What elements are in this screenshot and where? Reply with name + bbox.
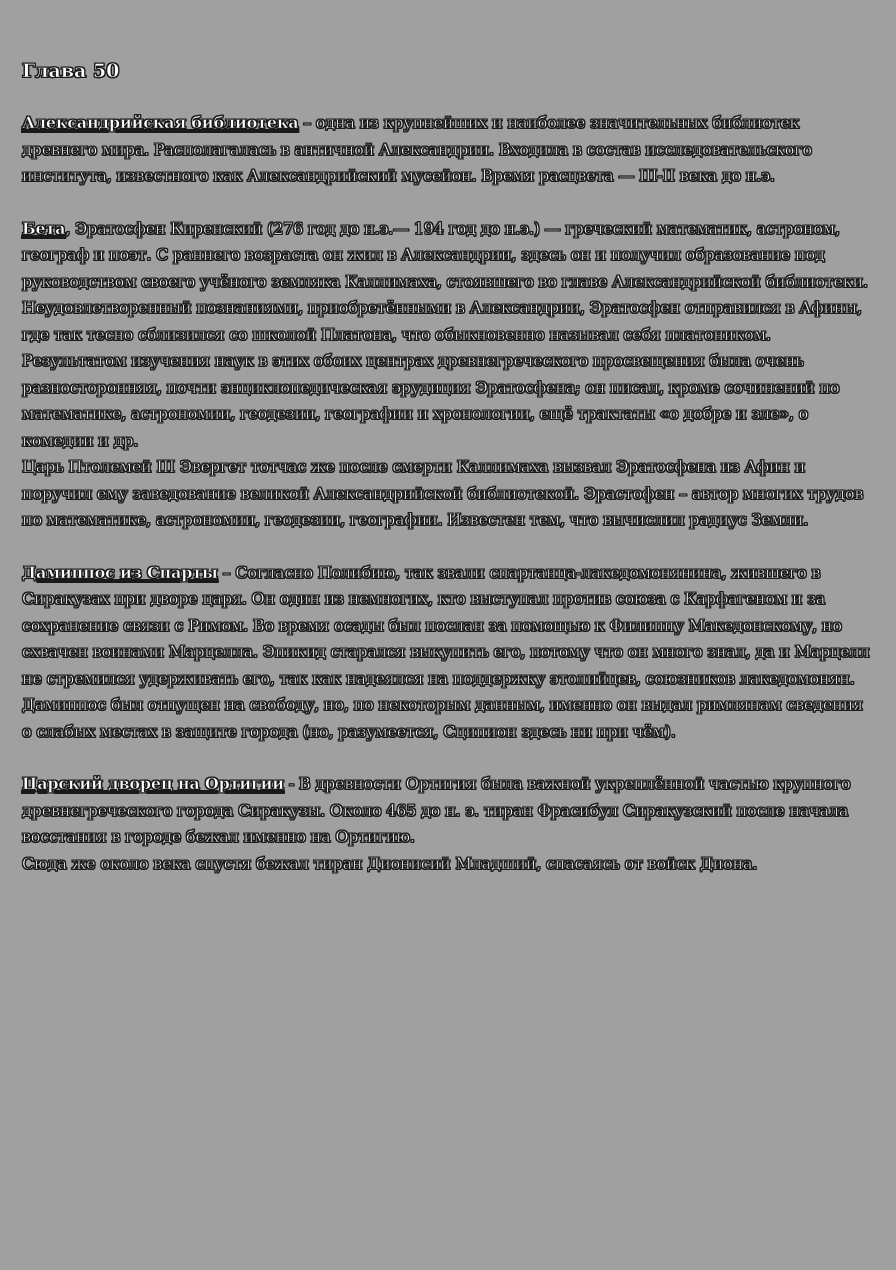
chapter-title: Глава 50 — [22, 60, 120, 82]
entry-term: Александрийская библиотека — [22, 113, 299, 132]
entry-term: Бета — [22, 218, 66, 238]
entry-paragraph: Сюда же около века спустя бежал тиран Дионисий Младший, спасаясь от войск Диона. — [22, 853, 758, 873]
entry-alexandria-library — [22, 110, 874, 190]
entry-damippos — [22, 560, 874, 746]
entry-paragraph — [22, 110, 874, 190]
entry-text: – одна из крупнейших и наиболее значительных библиотек древнего мира. Располагалась в античной Александрии. Входила в состав исследовательского института, известного как Александрийский мусейон. Время расцвета — III-II века до н.э. — [22, 113, 812, 185]
entry-paragraph: Царь Птолемей III Эвергет тотчас же после смерти Каллимаха вызвал Эратосфена из Афин и поручил ему заведование великой Александрийской библиотекой. Эрастофен – автор многих трудов по математике, астрономии, геодезии, географии. Известен тем, что вычислил радиус Земли. — [22, 457, 864, 529]
entry-paragraph — [22, 771, 874, 851]
entry-paragraph — [22, 560, 874, 746]
entry-paragraph: Неудовлетворенный познаниями, приобретёнными в Александрии, Эратосфен отправился в Афины, где так тесно сблизился со школой Платона, что обыкновенно называл себя платоником. Результатом изучения наук в этих обоих центрах древнегреческого просвещения была очень разносторонняя, почти энциклопедическая эрудиция Эратосфена; он писал, кроме сочинений по математике, астрономии, геодезии, географии и хронологии, ещё трактаты «о добре и зле», о комедии и др. — [22, 298, 862, 450]
entry-text: , Эратосфен Киренский (276 год до н.э.— 194 год до н.э.) — греческий математик, астроном, географ и поэт. С раннего возраста он жил в Александрии, здесь он и получил образование под руководством своего учёного земляка Каллимаха, стоявшего во главе Александрийской библиотеки. — [22, 218, 868, 291]
entry-ortygia-palace — [22, 771, 874, 877]
entry-text: - В древности Ортигия была важной укреплённой частью крупного древнегреческого города Сиракузы. Около 465 до н. э. тиран Фрасибул Сиракузский после начала восстания в городе бежал именно на Ортигию. — [22, 774, 851, 846]
entry-beta-eratosthenes — [22, 216, 874, 534]
entry-paragraph — [22, 216, 874, 296]
entry-term: Дамиппос из Спарты — [22, 562, 218, 582]
entry-term: Царский дворец на Ортигии — [22, 774, 284, 793]
entry-text: – Согласно Полибию, так звали спартанца-лакедомонянина, жившего в Сиракузах при дворе царя. Он один из немногих, кто выступал против союза с Карфагеном и за сохранение связи с Римом. Во время осады был послан за помощью к Филиппу Македонскому, но схвачен воинами Марцелла. Эпикид старался выкупить его, потому что он много знал, да и Марцелл не стремился удерживать его, так как надеялся на поддержку этолийцев, союзников лакедомонян. Дамиппос был отпущен на свободу, но, по некоторым данным, именно он выдал римлянам сведения о слабых местах в защите города (но, разумеется, Сципион здесь ни при чём). — [22, 562, 870, 741]
